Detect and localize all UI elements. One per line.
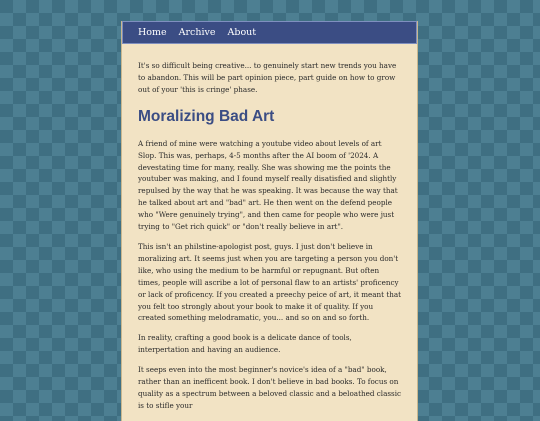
article-paragraph: It seeps even into the most beginner's novice's idea of a "bad" book, rather than an inefficent book. I don't believe in bad books. To focus on quality as a spectrum between a beloved classic and a beloathed classic is to stifle your bbox=[138, 365, 402, 410]
article-paragraph: A friend of mine were watching a youtube video about levels of art Slop. This was, perhaps, 4-5 months after the AI boom of '2024. A devestating time for many, really. She was showing me the points the youtuber was making, and I found myself really disatisfied and slightly repulsed by the way that he was speaking. It was because the way that he talked about art and "bad" art. He then went on the defend people who "Were genuinely trying", and then came for people who were just trying to "Get rich quick" or "don't really believe in art". bbox=[138, 138, 398, 232]
nav-about-link[interactable]: About bbox=[227, 27, 257, 38]
article-title: Moralizing Bad Art bbox=[138, 107, 275, 125]
intro-paragraph: It's so difficult being creative... to genuinely start new trends you have to abandon. This will be part opinion piece, part guide on how to grow out of your 'this is cringe' phase. bbox=[138, 61, 397, 94]
article-paragraph: This isn't an philstine-apologist post, guys. I just don't believe in moralizing art. It seems just when you are targeting a person you don't like, who using the medium to be harmful or repugnant. But often times, people will ascribe a lot of personal flaw to an artists' proficency or lack of proficency. If you created a preechy peice of art, it meant that you felt too strongly about your book to make it of quality. If you created something melodramatic, you... and so on and so forth. bbox=[138, 241, 402, 323]
nav-home-link[interactable]: Home bbox=[138, 27, 167, 38]
nav-archive-link[interactable]: Archive bbox=[178, 27, 216, 38]
article-content bbox=[122, 44, 417, 412]
top-nav bbox=[122, 21, 417, 44]
article-paragraph: In reality, crafting a good book is a delicate dance of tools, interpertation and having an audience. bbox=[138, 333, 352, 355]
page-container bbox=[121, 21, 418, 421]
